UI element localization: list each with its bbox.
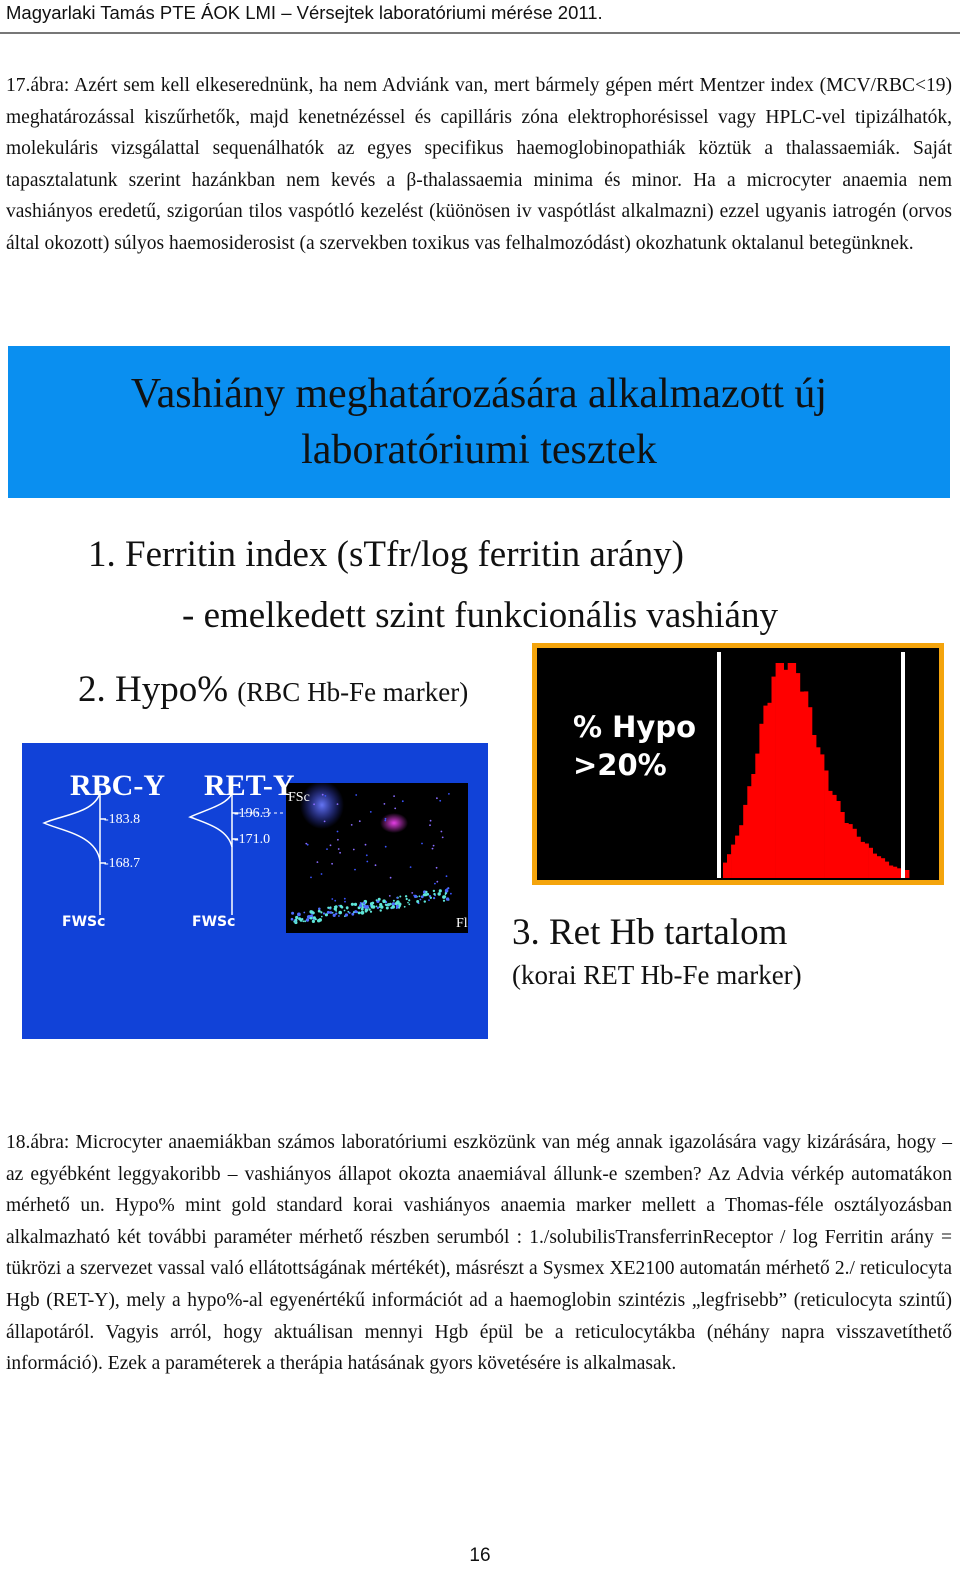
scatter-dot — [428, 899, 430, 901]
scatter-dot — [376, 899, 378, 901]
scatter-dot — [370, 811, 372, 813]
scatter-dot — [410, 866, 412, 868]
histogram-bar — [784, 670, 788, 878]
hypo-histogram-panel — [532, 643, 944, 885]
scatter-dot — [436, 867, 438, 869]
hypo-threshold-label — [573, 708, 696, 784]
fsc-axis-label: FSc — [288, 790, 310, 805]
histogram-bar — [832, 795, 836, 878]
figure-18-slide — [6, 346, 952, 1046]
histogram-bar — [824, 771, 828, 879]
histogram-bar — [780, 663, 784, 878]
ferritin-index-item: 1. Ferritin index (sTfr/log ferritin arány) — [88, 534, 684, 575]
scatter-dot — [346, 906, 349, 909]
ret-hb-item: 3. Ret Hb tartalom — [512, 912, 788, 953]
scatter-dot — [365, 908, 368, 911]
scatter-dot — [443, 900, 445, 902]
scatter-dot — [337, 831, 339, 833]
scatter-dot — [341, 906, 344, 909]
scatter-dot — [375, 864, 377, 866]
scatter-dot — [413, 895, 415, 897]
scatter-dot — [313, 916, 316, 919]
scatter-dot — [441, 831, 443, 833]
scatter-dot — [306, 918, 309, 921]
scatter-dot — [305, 843, 307, 845]
histogram-bar — [861, 842, 865, 878]
scatter-dot — [310, 877, 312, 879]
histogram-bar — [820, 754, 824, 878]
scatter-dot — [320, 911, 322, 913]
scatter-dot — [353, 849, 355, 851]
histogram-bar — [727, 854, 731, 878]
scatter-dot — [442, 895, 446, 899]
scatter-dot — [324, 821, 326, 823]
scatter-dot — [293, 921, 295, 923]
scatter-dot — [345, 913, 348, 916]
scatter-dot — [291, 918, 294, 921]
scatter-dot — [384, 803, 386, 805]
figure-17-caption: 17.ábra: Azért sem kell elkeserednünk, ha nem Adviánk van, mert bármely gépen mért Mentzer index (MCV/RBC<19) meghatározással kiszűrhetők, majd kenetnézéssel és capilláris zóna elektrophorésissel vagy HPLC-vel tipizálhatók, molekuláris vizsgálattal sequenálhatók az egyes specifikus haemoglobinopathiák köztük a thalassaemiák. Saját tapasztalatunk szerint hazánkban nem kevés a β-thalassaemia minima és minor. Ha a microcyter anaemia nem vashiányos eredetű, szigorúan tilos vaspótló kezelést (küönösen iv vaspótlást alkalmazni) ezzel ugyanis iatrogén (orvos által okozott) súlyos haemosiderosist (a szervekben toxikus vas felhalmozódást) okozhatunk oktalanul betegünknek. — [6, 75, 952, 254]
histogram-bar — [788, 663, 792, 878]
histogram-marker-right — [901, 652, 905, 878]
scatter-dot — [295, 919, 298, 922]
histogram-bar — [735, 836, 739, 878]
histogram-bar — [772, 677, 776, 878]
scatter-dot — [321, 873, 323, 875]
scatter-dot — [329, 906, 331, 908]
hypo-item-main: 2. Hypo% — [78, 669, 229, 710]
hypo-percent-text: % Hypo — [573, 710, 697, 744]
scatter-dot — [424, 900, 426, 902]
histogram-bar — [828, 791, 832, 878]
scatter-dot — [392, 902, 395, 905]
scatter-dot — [433, 845, 435, 847]
scatter-dot — [309, 910, 312, 913]
scatter-dot — [361, 908, 364, 911]
scatter-dot — [335, 910, 337, 912]
scatter-dot — [337, 803, 339, 805]
page-number: 16 — [469, 1545, 491, 1566]
scatter-dot — [371, 902, 374, 905]
scatter-dot — [366, 861, 368, 863]
scatter-dot — [411, 892, 413, 894]
histogram-bar — [893, 867, 897, 878]
histogram-bar — [759, 724, 763, 878]
scatter-dot — [402, 800, 404, 802]
fwsc-label-left: FWSc — [62, 914, 106, 930]
histogram-bars — [723, 663, 909, 878]
histogram-bar — [792, 663, 796, 878]
scatter-dot — [389, 895, 391, 897]
histogram-bar — [844, 823, 848, 878]
histogram-bar — [747, 786, 751, 878]
scatter-dot — [291, 912, 294, 915]
scatter-dot — [379, 903, 382, 906]
scatter-dot — [438, 892, 441, 895]
scatter-dot — [450, 893, 452, 895]
scatter-dot — [433, 897, 435, 899]
histogram-bar — [731, 845, 735, 878]
scatter-dot — [323, 912, 325, 914]
scatter-dot — [433, 890, 435, 892]
scatter-dot — [331, 898, 333, 900]
scatter-dot — [366, 905, 369, 908]
histogram-bar — [804, 691, 808, 878]
scatter-dot — [446, 875, 448, 877]
histogram-bar — [865, 844, 869, 879]
histogram-bar — [763, 706, 767, 878]
scatter-dot — [385, 904, 387, 906]
scatter-dot — [362, 906, 364, 908]
scatter-dot — [358, 912, 361, 915]
scatter-dot — [380, 909, 382, 911]
figure-18-caption: 18.ábra: Microcyter anaemiákban számos laboratóriumi eszközünk van még annak igazolására vagy kizárására, hogy – az egyébként leggyakoribb – vashiányos állapot okozta anaemiával állunk-e szemben? Az Advia vérkép automatákon mérhető un. Hypo% mint gold standard korai vashiányos anaemia marker mellett a Thomas-féle osztályozásban alkalmazható két további paraméter mérhető részben serumból : 1./solubilisTransferrinReceptor / log Ferritin arány = tükrözi a szervezet vassal való ellátottságának mértékét), másrészt a Sysmex XE2100 automatán mérhető 2./ reticulocyta Hgb (RET-Y), mely a hypo%-al egyenértékű információt ad a haemoglobin szintézis „legfrisebb” (reticulocyta szintű) állapotáról. Vagyis arról, hogy aktuálisan mennyi Hgb épül be a reticulocytákba (néhány napra visszavetíthető információ). Ezek a paraméterek a therápia hatásának gyors követésére is alkalmasak. — [6, 1132, 952, 1375]
slide-title-banner — [8, 346, 950, 498]
scatter-dot — [351, 903, 354, 906]
scatter-dot — [396, 907, 398, 909]
histogram-bar — [889, 866, 893, 879]
cell-cluster-blue — [300, 781, 344, 829]
scattergram-graphic — [22, 743, 488, 1039]
scatter-dot — [434, 883, 436, 885]
histogram-bar — [869, 848, 873, 878]
scatter-dot — [338, 915, 340, 917]
histogram-bar — [800, 692, 804, 878]
scatter-dot — [419, 895, 421, 897]
scatter-dot — [317, 861, 319, 863]
scatter-dot — [436, 797, 438, 799]
scatter-dot — [396, 897, 398, 899]
scatter-dot — [327, 911, 330, 914]
scatter-dot — [303, 912, 305, 914]
scatter-dot — [307, 844, 309, 846]
scatter-dot — [359, 820, 361, 822]
ret-y-scattergram-panel — [22, 743, 488, 1039]
rbc-y-distribution-curve — [44, 793, 100, 861]
scatter-dot — [338, 911, 342, 915]
fwsc-label-right: FWSc — [192, 914, 236, 930]
histogram-bar — [856, 837, 860, 878]
ret-y-label: RET-Y — [204, 769, 295, 802]
scatter-dot — [421, 843, 423, 845]
ret-y-value-lower: -171.0 — [234, 832, 271, 847]
histogram-bar — [776, 663, 780, 878]
scatter-dot — [416, 900, 419, 903]
histogram-bar — [877, 856, 881, 878]
scatter-dot — [421, 895, 424, 898]
hypo-item — [78, 668, 468, 711]
scatter-dot — [325, 795, 327, 797]
ferritin-index-subitem: - emelkedett szint funkcionális vashiány — [182, 595, 778, 636]
scatter-dot — [429, 824, 431, 826]
scatter-dot — [439, 889, 442, 892]
scatter-dot — [393, 795, 395, 797]
hypo-threshold-text: >20% — [573, 748, 667, 782]
scatter-dot — [407, 902, 409, 904]
scatter-dot — [354, 869, 356, 871]
scatter-dot — [338, 905, 340, 907]
scatter-dot — [432, 848, 434, 850]
scatter-dot — [361, 911, 365, 915]
histogram-bar — [836, 801, 840, 878]
scatter-dot — [405, 895, 407, 897]
scatter-dot — [386, 907, 389, 910]
scatter-dot — [355, 794, 357, 796]
scatter-dot — [363, 902, 366, 905]
scatter-dot — [370, 911, 372, 913]
scatter-dot — [339, 852, 341, 854]
scatter-dot — [378, 898, 381, 901]
scatter-dot — [331, 912, 333, 914]
histogram-bar — [755, 754, 759, 878]
fl-axis-label: Fl — [456, 916, 468, 931]
scatter-dot — [420, 899, 422, 901]
scatter-dot — [446, 897, 449, 900]
scatter-dot — [384, 820, 386, 822]
scatter-dot — [399, 896, 401, 898]
scatter-dot — [331, 863, 333, 865]
scatter-dot — [406, 898, 408, 900]
scatter-dot — [295, 916, 298, 919]
scatter-dot — [321, 916, 323, 918]
scatter-dot — [307, 915, 310, 918]
scatter-dot — [439, 800, 441, 802]
ret-hb-subitem: (korai RET Hb-Fe marker) — [512, 960, 802, 990]
histogram-bar — [768, 703, 772, 878]
histogram-bar — [739, 825, 743, 878]
scatter-dot — [394, 808, 396, 810]
scatter-dot — [385, 846, 387, 848]
scatter-dot — [393, 900, 395, 902]
scatter-dot — [312, 920, 315, 923]
ret-y-value-upper: -196.3 — [234, 806, 271, 821]
scatter-dot — [382, 899, 386, 903]
scatter-dot — [327, 907, 329, 909]
scatter-dot — [430, 820, 432, 822]
scatter-dot — [330, 844, 332, 846]
scatter-dot — [297, 913, 301, 917]
header-divider — [0, 32, 960, 34]
scatter-dot — [359, 904, 362, 907]
scatter-dot — [398, 907, 400, 909]
histogram-bar — [905, 870, 909, 878]
scatter-dot — [310, 917, 313, 920]
histogram-bar — [723, 863, 727, 878]
scatter-dot — [302, 920, 304, 922]
rbc-y-value-upper: -183.8 — [104, 812, 141, 827]
scatter-dot — [425, 891, 427, 893]
histogram-marker-left — [717, 652, 721, 878]
histogram-bar — [873, 854, 877, 878]
scatter-dot — [349, 912, 351, 914]
scatter-dot — [377, 907, 379, 909]
scatter-dot — [338, 848, 340, 850]
scatter-dot — [429, 895, 431, 897]
scatter-dot — [335, 913, 337, 915]
scatter-dot — [304, 920, 306, 922]
scatter-dot — [442, 837, 444, 839]
scatter-dot — [365, 844, 367, 846]
scatter-dot — [404, 906, 406, 908]
scatter-dot — [368, 908, 370, 910]
scatter-dot — [344, 898, 346, 900]
scatter-dot — [366, 854, 368, 856]
scatter-dot — [391, 905, 395, 909]
scatter-dot — [385, 818, 387, 820]
histogram-bar — [885, 862, 889, 878]
histogram-bar — [812, 735, 816, 878]
scatter-dot — [313, 803, 315, 805]
histogram-bar — [743, 805, 747, 878]
histogram-bar — [881, 858, 885, 878]
scatter-dot — [351, 913, 354, 916]
histogram-bar — [751, 774, 755, 878]
scatter-dot — [424, 893, 427, 896]
histogram-bar — [816, 747, 820, 878]
scatter-dot — [354, 903, 357, 906]
slide-title-line-1: Vashiány meghatározására alkalmazott új — [130, 371, 828, 417]
scatter-dot — [326, 848, 328, 850]
scatter-dot — [351, 824, 353, 826]
scatter-dot — [436, 881, 438, 883]
scatter-dot — [372, 905, 375, 908]
scatter-dot — [354, 910, 357, 913]
histogram-bar — [848, 824, 852, 878]
scatter-dot — [317, 919, 320, 922]
scatter-dot — [433, 893, 435, 895]
cell-cluster-magenta — [380, 813, 408, 833]
hypo-item-marker: (RBC Hb-Fe marker) — [237, 677, 469, 707]
scatter-dot — [344, 910, 346, 912]
histogram-bar — [840, 812, 844, 878]
scatter-dot — [446, 889, 448, 891]
scatter-dot — [318, 910, 321, 913]
rbc-y-value-lower: -168.7 — [104, 856, 141, 871]
scatter-dot — [395, 902, 398, 905]
scatter-dot — [360, 902, 362, 904]
histogram-bar — [808, 707, 812, 878]
rbc-y-label: RBC-Y — [70, 769, 165, 802]
page-header: Magyarlaki Tamás PTE ÁOK LMI – Vérsejtek laboratóriumi mérése 2011. — [6, 2, 603, 23]
histogram-bar — [897, 868, 901, 878]
scatter-dot — [322, 794, 324, 796]
scatter-dot — [300, 919, 303, 922]
scatter-dot — [448, 793, 450, 795]
scatter-dot — [390, 877, 392, 879]
scatter-dot — [408, 903, 410, 905]
scatter-dot — [335, 905, 338, 908]
histogram-bar — [796, 673, 800, 878]
scatter-dot — [398, 903, 401, 906]
scatter-dot — [334, 900, 336, 902]
slide-title-line-2: laboratóriumi tesztek — [301, 427, 657, 473]
scatter-dot — [344, 901, 346, 903]
scatter-dot — [408, 899, 410, 901]
scatter-dot — [389, 903, 392, 906]
scatter-dot — [337, 839, 339, 841]
histogram-bar — [852, 829, 856, 878]
